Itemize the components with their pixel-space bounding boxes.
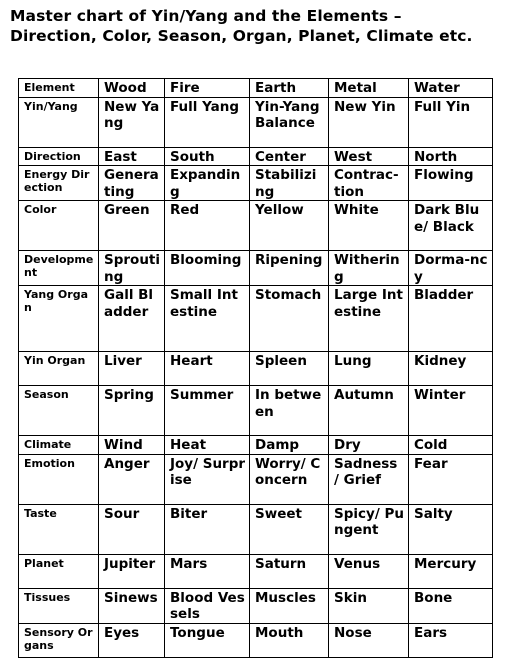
table-cell: Liver <box>99 352 165 386</box>
table-cell: Blood Vessels <box>165 588 250 623</box>
table-cell: Cold <box>409 436 493 455</box>
column-header: Wood <box>99 79 165 98</box>
table-cell: Salty <box>409 504 493 554</box>
table-cell: Sour <box>99 504 165 554</box>
table-cell: Autumn <box>329 386 409 436</box>
table-cell: White <box>329 201 409 251</box>
table-cell: Withering <box>329 251 409 286</box>
table-cell: Large Intestine <box>329 286 409 352</box>
table-cell: Generating <box>99 166 165 201</box>
row-label: Direction <box>19 147 99 166</box>
table-cell: Yellow <box>250 201 329 251</box>
table-cell: East <box>99 147 165 166</box>
column-header: Earth <box>250 79 329 98</box>
table-cell: Muscles <box>250 588 329 623</box>
table-cell: Tongue <box>165 623 250 657</box>
table-cell: Green <box>99 201 165 251</box>
table-cell: Stabilizing <box>250 166 329 201</box>
row-label: Planet <box>19 554 99 588</box>
table-cell: Ripening <box>250 251 329 286</box>
row-label: Climate <box>19 436 99 455</box>
table-cell: Heat <box>165 436 250 455</box>
table-cell: Dry <box>329 436 409 455</box>
table-row <box>19 286 493 352</box>
table-cell: Dark Blue/ Black <box>409 201 493 251</box>
table-row <box>19 201 493 251</box>
title-line-1: Master chart of Yin/Yang and the Elements – <box>10 7 402 25</box>
table-cell: Center <box>250 147 329 166</box>
table-cell: Yin-Yang Balance <box>250 97 329 147</box>
table-cell: Full Yang <box>165 97 250 147</box>
table-cell: New Yin <box>329 97 409 147</box>
table-row <box>19 588 493 623</box>
table-cell: Expanding <box>165 166 250 201</box>
table-cell: Mercury <box>409 554 493 588</box>
row-label: Yin/Yang <box>19 97 99 147</box>
table-row <box>19 554 493 588</box>
table-cell: Mars <box>165 554 250 588</box>
table-cell: Dorma-ncy <box>409 251 493 286</box>
table-cell: Bladder <box>409 286 493 352</box>
table-cell: Stomach <box>250 286 329 352</box>
table-cell: Spring <box>99 386 165 436</box>
table-cell: Eyes <box>99 623 165 657</box>
table-cell: Bone <box>409 588 493 623</box>
row-label: Season <box>19 386 99 436</box>
table-cell: Spicy/ Pungent <box>329 504 409 554</box>
table-cell: Red <box>165 201 250 251</box>
title-line-2: Direction, Color, Season, Organ, Planet, Climate etc. <box>10 27 473 45</box>
table-cell: Sinews <box>99 588 165 623</box>
table-row <box>19 166 493 201</box>
table-cell: Gall Bladder <box>99 286 165 352</box>
table-cell: Nose <box>329 623 409 657</box>
table-row <box>19 436 493 455</box>
row-label: Color <box>19 201 99 251</box>
table-header-row <box>19 79 493 98</box>
table-cell: Sweet <box>250 504 329 554</box>
row-label: Yin Organ <box>19 352 99 386</box>
table-cell: Damp <box>250 436 329 455</box>
row-label: Tissues <box>19 588 99 623</box>
table-cell: Sadness / Grief <box>329 454 409 504</box>
table-cell: Small Intestine <box>165 286 250 352</box>
table-cell: West <box>329 147 409 166</box>
column-header: Element <box>19 79 99 98</box>
table-cell: North <box>409 147 493 166</box>
table-cell: Blooming <box>165 251 250 286</box>
table-row <box>19 623 493 657</box>
table-cell: Anger <box>99 454 165 504</box>
table-cell: Jupiter <box>99 554 165 588</box>
row-label: Energy Direction <box>19 166 99 201</box>
table-cell: Sprouting <box>99 251 165 286</box>
elements-table <box>18 78 493 658</box>
table-cell: Summer <box>165 386 250 436</box>
table-cell: Flowing <box>409 166 493 201</box>
table-cell: Kidney <box>409 352 493 386</box>
table-cell: New Yang <box>99 97 165 147</box>
table-cell: Mouth <box>250 623 329 657</box>
table-cell: In between <box>250 386 329 436</box>
table-cell: Fear <box>409 454 493 504</box>
column-header: Water <box>409 79 493 98</box>
table-cell: Winter <box>409 386 493 436</box>
row-label: Sensory Organs <box>19 623 99 657</box>
table-row <box>19 97 493 147</box>
page-title <box>10 6 500 46</box>
row-label: Taste <box>19 504 99 554</box>
table-row <box>19 352 493 386</box>
column-header: Fire <box>165 79 250 98</box>
table-cell: Full Yin <box>409 97 493 147</box>
table-row <box>19 504 493 554</box>
table-cell: Venus <box>329 554 409 588</box>
table-cell: Wind <box>99 436 165 455</box>
table-row <box>19 147 493 166</box>
column-header: Metal <box>329 79 409 98</box>
table-cell: Lung <box>329 352 409 386</box>
table-cell: Worry/ Concern <box>250 454 329 504</box>
row-label: Development <box>19 251 99 286</box>
table-cell: South <box>165 147 250 166</box>
table-row <box>19 251 493 286</box>
row-label: Emotion <box>19 454 99 504</box>
table-cell: Spleen <box>250 352 329 386</box>
table-cell: Saturn <box>250 554 329 588</box>
table-cell: Contrac-tion <box>329 166 409 201</box>
table-cell: Biter <box>165 504 250 554</box>
table-row <box>19 454 493 504</box>
table-row <box>19 386 493 436</box>
table-cell: Ears <box>409 623 493 657</box>
table-cell: Heart <box>165 352 250 386</box>
table-cell: Joy/ Surprise <box>165 454 250 504</box>
row-label: Yang Organ <box>19 286 99 352</box>
table-cell: Skin <box>329 588 409 623</box>
